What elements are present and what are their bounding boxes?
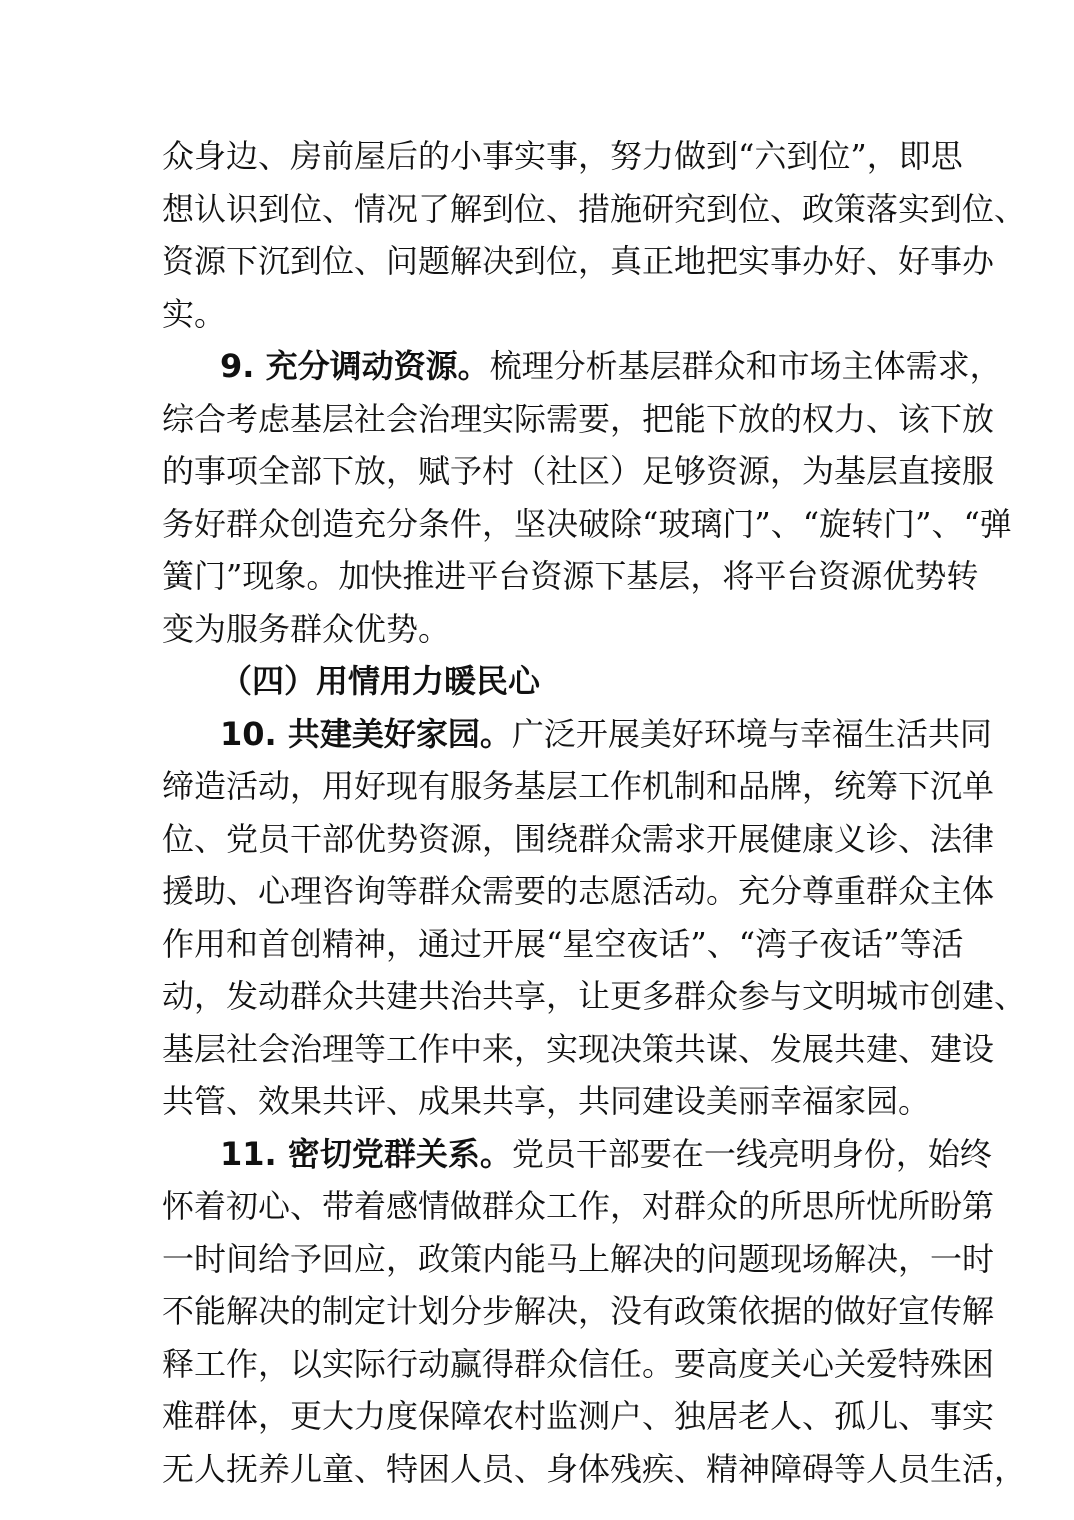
- text-line: 实。: [162, 294, 227, 333]
- item-title: 9. 充分调动资源。: [220, 347, 490, 385]
- item-title: 10. 共建美好家园。: [220, 714, 512, 753]
- text-line: 作用和首创精神，通过开展“星空夜话”、“湾子夜话”等活: [162, 924, 964, 963]
- paragraph-first-line: [162, 340, 1002, 393]
- paragraph-first-line: [162, 1128, 992, 1181]
- text-line: 变为服务群众优势。: [162, 609, 451, 648]
- text-line: 簧门”现象。加快推进平台资源下基层，将平台资源优势转: [162, 557, 979, 595]
- text-line: 综合考虑基层社会治理实际需要，把能下放的权力、该下放: [162, 399, 995, 438]
- paragraph-item-9: [162, 340, 1012, 655]
- paragraph-item-11: [162, 1128, 1027, 1496]
- text-segment: 党员干部要在一线亮明身份，始终: [511, 1134, 992, 1173]
- text-line: 众身边、房前屋后的小事实事，努力做到“六到位”，即思: [162, 137, 963, 175]
- text-line: 基层社会治理等工作中来，实现决策共谋、发展共建、建设: [162, 1029, 995, 1068]
- text-line: 怀着初心、带着感情做群众工作，对群众的所思所忧所盼第: [162, 1187, 995, 1225]
- text-segment: 梳理分析基层群众和市场主体需求，: [489, 347, 1002, 385]
- text-segment: 广泛开展美好环境与幸福生活共同: [511, 714, 992, 753]
- text-line: 务好群众创造充分条件，坚决破除“玻璃门”、“旋转门”、“弹: [162, 504, 1012, 543]
- paragraph-first-line: [162, 708, 992, 761]
- paragraph-item-10: [162, 708, 1027, 1128]
- text-line: 想认识到位、情况了解到位、措施研究到位、政策落实到位、: [162, 189, 1027, 228]
- document-page: [162, 130, 1027, 1495]
- text-line: 共管、效果共评、成果共享，共同建设美丽幸福家园。: [162, 1082, 931, 1120]
- text-line: 一时间给予回应，政策内能马上解决的问题现场解决，一时: [162, 1239, 995, 1278]
- paragraph-continuation: [162, 130, 1027, 340]
- text-line: 不能解决的制定计划分步解决，没有政策依据的做好宣传解: [162, 1292, 995, 1330]
- text-line: 缔造活动，用好现有服务基层工作机制和品牌，统筹下沉单: [162, 767, 995, 805]
- text-line: 无人抚养儿童、特困人员、身体残疾、精神障碍等人员生活，: [162, 1449, 1027, 1488]
- text-line: 难群体，更大力度保障农村监测户、独居老人、孤儿、事实: [162, 1397, 995, 1435]
- text-line: 资源下沉到位、问题解决到位，真正地把实事办好、好事办: [162, 242, 995, 280]
- section-heading: （四）用情用力暖民心: [220, 662, 541, 700]
- text-line: 援助、心理咨询等群众需要的志愿活动。充分尊重群众主体: [162, 872, 995, 910]
- text-line: 动，发动群众共建共治共享，让更多群众参与文明城市创建、: [162, 977, 1027, 1015]
- text-line: 位、党员干部优势资源，围绕群众需求开展健康义诊、法律: [162, 819, 995, 858]
- text-line: 的事项全部下放，赋予村（社区）足够资源，为基层直接服: [162, 452, 995, 490]
- item-title: 11. 密切党群关系。: [220, 1134, 512, 1173]
- text-line: 释工作，以实际行动赢得群众信任。要高度关心关爱特殊困: [162, 1344, 995, 1383]
